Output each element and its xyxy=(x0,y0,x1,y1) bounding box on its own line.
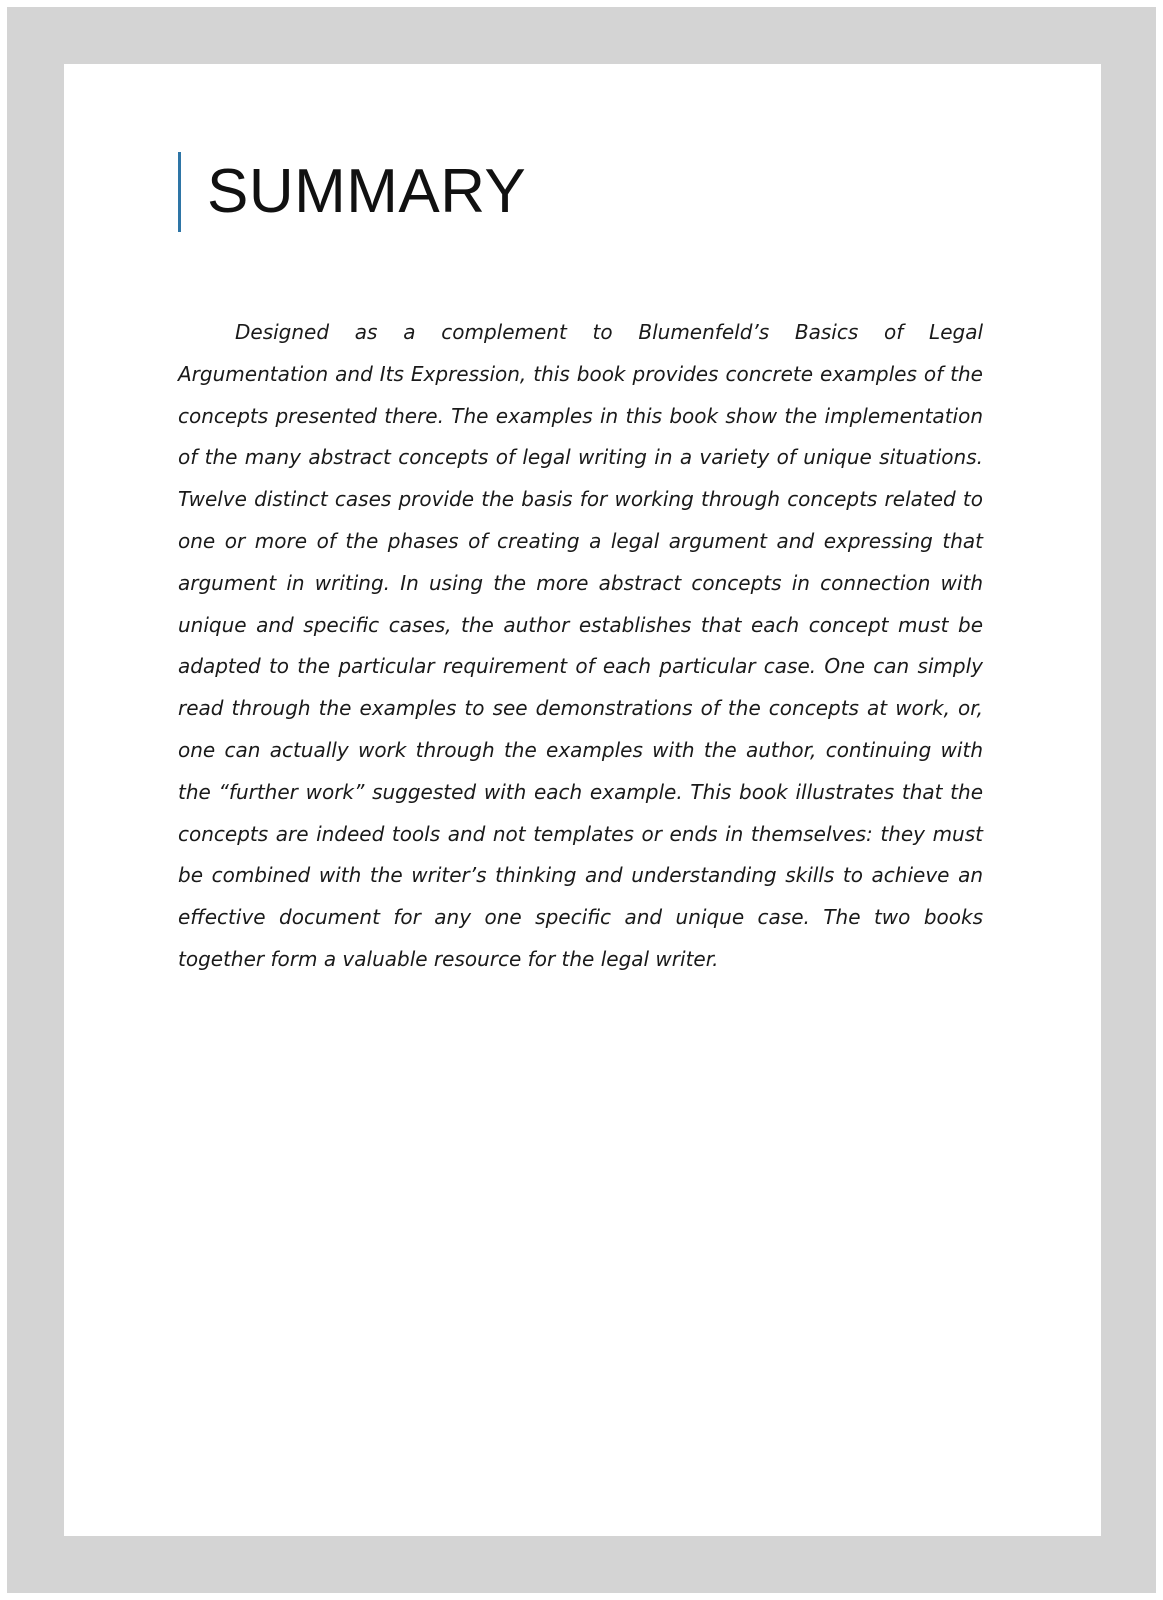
summary-paragraph: Designed as a complement to Blumenfeld’s Basics of Legal Argumentation and Its Expression, this book provides concrete examples of the concepts presented there. The examples in this book show the implementation of the many abstract concepts of legal writing in a variety of unique situations. Twelve distinct cases provide the basis for working through concepts related to one or more of the phases of creating a legal argument and expressing that argument in writing. In using the more abstract concepts in connection with unique and specific cases, the author establishes that each concept must be adapted to the particular requirement of each particular case. One can simply read through the examples to see demonstrations of the concepts at work, or, one can actually work through the examples with the author, continuing with the “further work” suggested with each example. This book illustrates that the concepts are indeed tools and not templates or ends in themselves: they must be combined with the writer’s thinking and understanding skills to achieve an effective document for any one specific and unique case. The two books together form a valuable resource for the legal writer. xyxy=(178,320,983,971)
heading-block xyxy=(178,152,526,232)
document-page xyxy=(64,64,1101,1536)
heading-accent-rule xyxy=(178,152,181,232)
page-frame xyxy=(7,7,1156,1593)
page-title: SUMMARY xyxy=(207,157,527,226)
